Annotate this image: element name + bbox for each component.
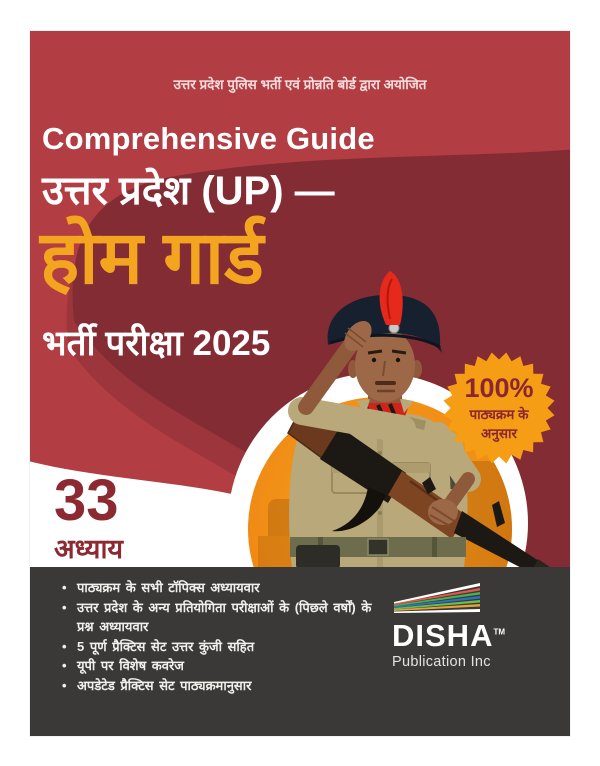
salute-sleeve: [302, 411, 402, 429]
badge-line3: अनुसार: [481, 425, 517, 441]
feature-item: • अपडेटेड प्रैक्टिस सेट पाठ्यक्रमानुसार: [60, 677, 392, 696]
title-main: होम गार्ड: [40, 216, 264, 299]
waist-pouch: [296, 545, 340, 569]
feature-item: • 5 पूर्ण प्रैक्टिस सेट उत्तर कुंजी सहित: [60, 638, 392, 657]
book-cover: [30, 31, 570, 736]
feature-item: • यूपी पर विशेष कवरेज: [60, 657, 392, 676]
disha-stripes-icon: [392, 583, 484, 613]
title-english: Comprehensive Guide: [42, 121, 375, 156]
chapters-label: अध्याय: [54, 534, 124, 565]
syllabus-badge: [442, 351, 556, 465]
badge-percent: 100%: [464, 372, 534, 403]
feature-item: • पाठ्यक्रम के सभी टॉपिक्स अध्यायवार: [60, 579, 392, 598]
trademark-symbol: TM: [493, 627, 506, 637]
title-state-line: उत्तर प्रदेश (UP) —: [42, 169, 335, 213]
mustache: [375, 381, 396, 385]
chapters-number: 33: [54, 468, 119, 533]
publisher-name: DISHA™: [392, 618, 506, 653]
features-list: [60, 579, 392, 697]
publisher-subtitle: Publication Inc: [392, 654, 491, 670]
belt-buckle: [368, 539, 388, 555]
chapters-callout: [54, 468, 124, 566]
badge-line2: पाठ्यक्रम के: [469, 406, 529, 422]
publisher-logo: [392, 583, 542, 670]
bottom-band: [30, 567, 570, 736]
title-exam-line: भर्ती परीक्षा 2025: [42, 324, 271, 363]
feature-item: • उत्तर प्रदेश के अन्य प्रतियोगिता परीक्षाओं के (पिछले वर्षों) के प्रश्न अध्यायवार: [60, 599, 392, 637]
organizer-line: उत्तर प्रदेश पुलिस भर्ती एवं प्रोन्नति बोर्ड द्वारा अयोजित: [173, 77, 427, 92]
